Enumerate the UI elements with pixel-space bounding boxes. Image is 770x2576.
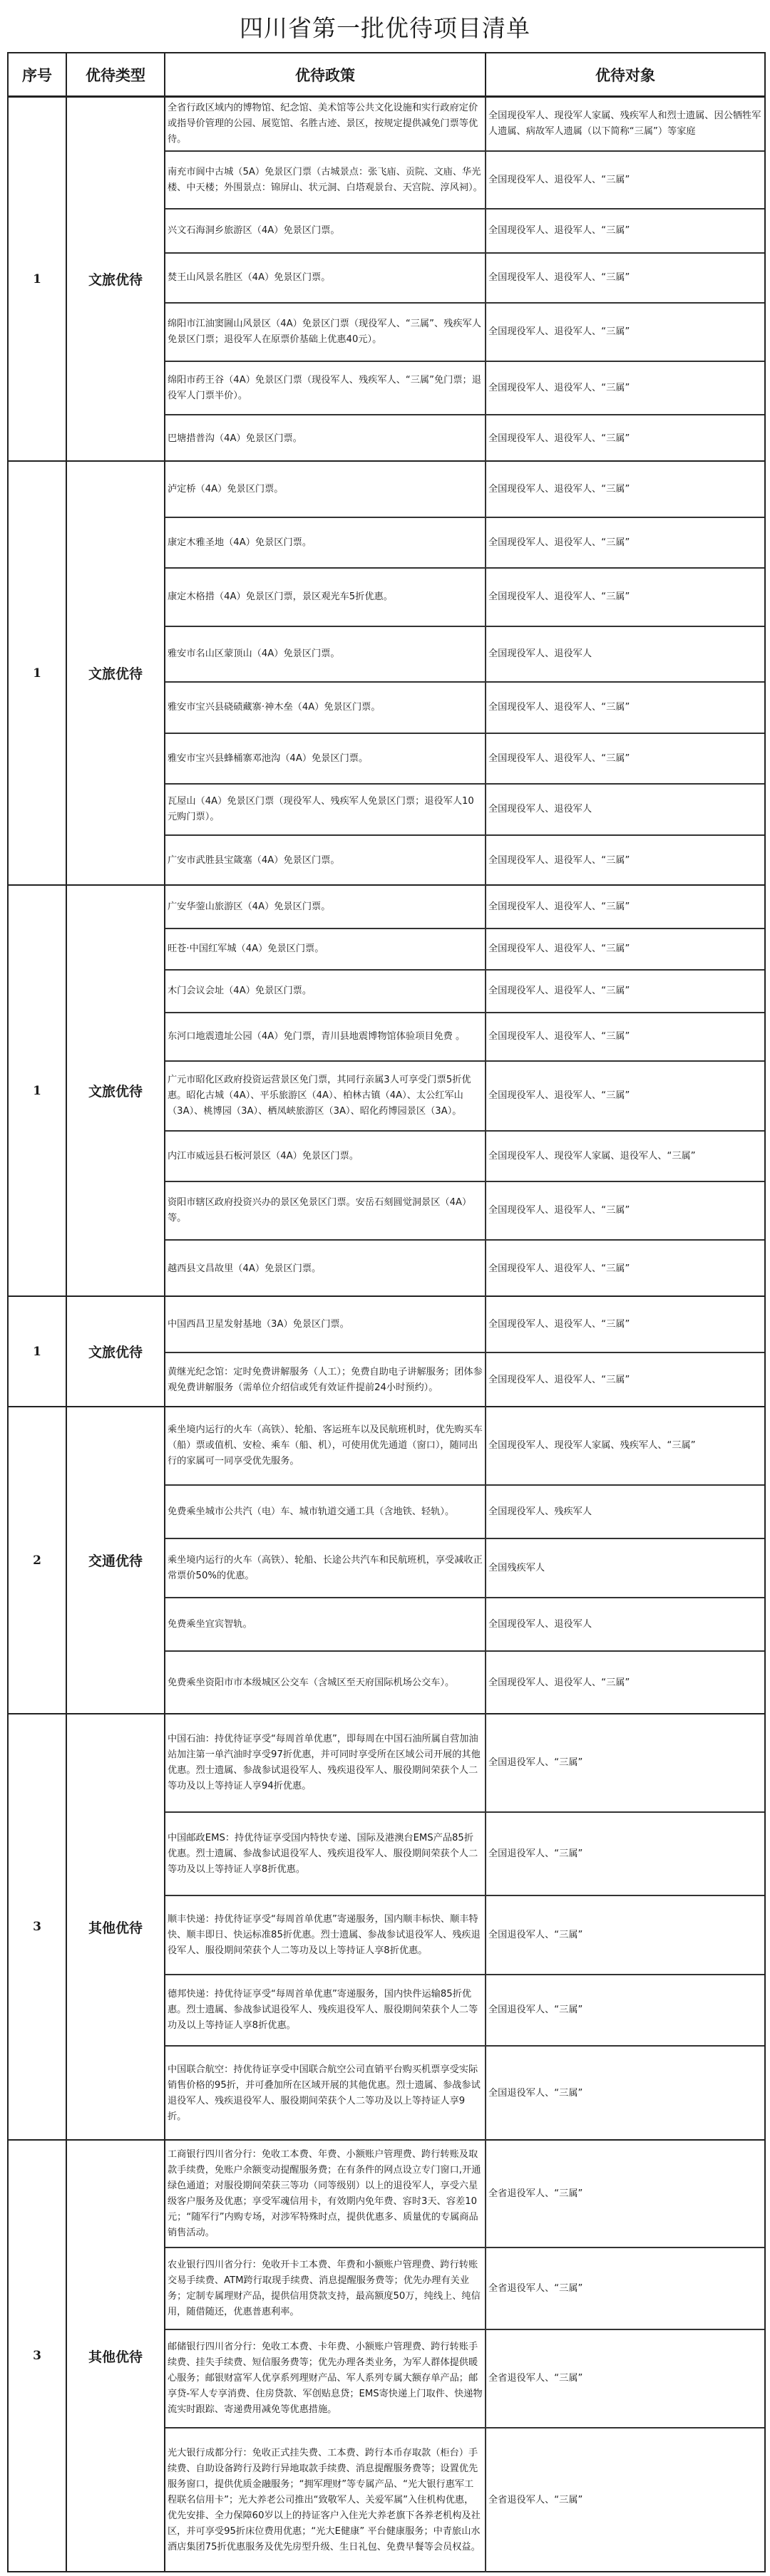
category-block — [7, 1714, 766, 2141]
page-title: 四川省第一批优待项目清单 — [240, 14, 530, 42]
policy-text: 免费乘坐资阳市市本级城区公交车（含城区至天府国际机场公交车）。 — [168, 1677, 455, 1688]
target-cell — [486, 1062, 764, 1130]
policy-text: 德邦快递：持优待证享受“每周首单优惠”寄递服务，国内快件运输85折优惠。烈士遗属、参战参试退役军人、残疾退役军人、服役期间荣获个人二等功及以上等持证人享8折优惠。 — [168, 1989, 478, 2031]
target-cell — [486, 1013, 764, 1060]
policy-cell — [165, 98, 486, 150]
policy-cell — [165, 785, 486, 834]
table-row — [165, 627, 764, 683]
policy-cell — [165, 683, 486, 733]
policy-cell — [165, 1975, 486, 2045]
target-cell — [486, 2047, 764, 2141]
target-cell — [486, 1353, 764, 1407]
target-cell — [486, 362, 764, 414]
category-type: 文旅优待 — [67, 98, 165, 460]
target-cell — [486, 415, 764, 462]
category-type: 文旅优待 — [67, 1297, 165, 1406]
policy-cell — [165, 569, 486, 626]
target-text: 全省退役军人、“三属” — [488, 2282, 583, 2294]
category-type: 其他优待 — [67, 2141, 165, 2571]
policy-text: 乘坐境内运行的火车（高铁）、轮船、长途公共汽车和民航班机，享受减收正常票价50%的优惠。 — [168, 1554, 483, 1581]
target-cell — [486, 1297, 764, 1352]
table-row — [165, 254, 764, 304]
target-text: 全国现役军人、退役军人、“三属” — [488, 1031, 630, 1042]
category-block — [7, 1297, 766, 1407]
policy-text: 康定木雅圣地（4A）免景区门票。 — [168, 537, 312, 548]
target-text: 全国现役军人、退役军人、“三属” — [488, 1205, 630, 1216]
policy-text: 中国联合航空：持优待证享受中国联合航空公司直销平台购买机票享受实际销售价格的95折，并可叠加所在区域开展的其他优惠。烈士遗属、参战参试退役军人、残疾退役军人、服役期间荣获个人二等功及以上等持证人享9折。 — [168, 2064, 481, 2122]
target-cell — [486, 886, 764, 928]
policy-cell — [165, 415, 486, 462]
policy-text: 康定木格措（4A）免景区门票，景区观光车5折优惠。 — [168, 591, 393, 602]
target-cell — [486, 1182, 764, 1239]
target-cell — [486, 2248, 764, 2329]
target-cell — [486, 1896, 764, 1974]
policy-text: 木门会议会址（4A）免景区门票。 — [168, 986, 312, 996]
policy-text: 中国石油：持优待证享受“每周首单优惠”，即每周在中国石油所属自营加油站加注第一单汽油时享受97折优惠，并可同时享受所在区域公司开展的其他优惠。烈士遗属、参战参试退役军人、残疾退役军人、服役期间荣获个人二等功及以上等持证人享94折优惠。 — [168, 1734, 481, 1791]
table-row — [165, 1975, 764, 2047]
target-text: 全国现役军人、退役军人、“三属” — [488, 702, 630, 713]
table-row — [165, 1813, 764, 1896]
table-row — [165, 1407, 764, 1486]
table-row — [165, 836, 764, 886]
policy-cell — [165, 886, 486, 928]
header-target: 优待对象 — [595, 66, 655, 84]
target-cell — [486, 1539, 764, 1597]
target-text: 全省退役军人、“三属” — [488, 2495, 583, 2505]
target-cell — [486, 836, 764, 886]
target-cell — [486, 462, 764, 517]
target-cell — [486, 734, 764, 783]
policy-cell — [165, 362, 486, 414]
table-row — [165, 462, 764, 518]
policy-cell — [165, 304, 486, 361]
table-row — [165, 362, 764, 415]
target-text: 全国现役军人、退役军人 — [488, 804, 592, 814]
target-text: 全国现役军人、退役军人、“三属” — [488, 943, 630, 954]
header-no: 序号 — [9, 53, 67, 95]
policy-cell — [165, 1539, 486, 1597]
policy-text: 巴塘措普沟（4A）免景区门票。 — [168, 433, 302, 444]
policy-cell — [165, 2330, 486, 2427]
category-number: 3 — [9, 1714, 67, 2139]
target-text: 全国现役军人、退役军人、“三属” — [488, 225, 630, 236]
target-text: 全国现役军人、退役军人 — [488, 1618, 592, 1630]
table-row — [165, 2330, 764, 2428]
category-block — [7, 1407, 766, 1714]
table-row — [165, 152, 764, 210]
table-row — [165, 1598, 764, 1652]
policy-text: 焚王山风景名胜区（4A）免景区门票。 — [168, 272, 331, 283]
target-text: 全省退役军人、“三属” — [488, 2373, 583, 2384]
table-row — [165, 210, 764, 254]
target-text: 全国现役军人、退役军人、“三属” — [488, 752, 630, 764]
target-text: 全国现役军人、退役军人、“三属” — [488, 272, 630, 283]
policy-cell — [165, 627, 486, 681]
policy-cell — [165, 1896, 486, 1974]
target-cell — [486, 254, 764, 302]
target-text: 全国现役军人、退役军人、“三属” — [488, 1318, 630, 1330]
target-text: 全国退役军人、“三属” — [488, 1929, 583, 1940]
table-row — [165, 1896, 764, 1975]
table-row — [165, 415, 764, 462]
table-row — [165, 2047, 764, 2141]
target-text: 全国现役军人、现役军人家属、残疾军人和烈士遗属、因公牺牲军人遗属、病故军人遗属（以下简称“三属”）等家庭 — [488, 110, 761, 137]
target-text: 全国现役军人、退役军人、“三属” — [488, 537, 630, 548]
table-row — [165, 1714, 764, 1813]
table-row — [165, 2248, 764, 2330]
policy-text: 东河口地震遗址公园（4A）免门票，青川县地震博物馆体验项目免费 。 — [168, 1031, 466, 1042]
category-number: 1 — [9, 1297, 67, 1406]
policy-text: 农业银行四川省分行：免收开卡工本费、年费和小额账户管理费、跨行转账交易手续费、ATM跨行取现手续费、消息提醒服务费等；优先办理有关业务；定制专属理财产品，提供信用贷款支持，最高额度50万，纯线上、纯信用，随借随还，优惠普惠利率。 — [168, 2259, 481, 2317]
target-text: 全国现役军人、退役军人、“三属” — [488, 433, 630, 444]
category-number: 1 — [9, 462, 67, 884]
policy-cell — [165, 2248, 486, 2329]
policy-cell — [165, 518, 486, 567]
target-text: 全国残疾军人 — [488, 1562, 545, 1573]
target-text: 全国现役军人、退役军人、“三属” — [488, 901, 630, 912]
policy-cell — [165, 2047, 486, 2141]
table-row — [165, 1241, 764, 1297]
policy-text: 南充市阆中古城（5A）免景区门票（古城景点：张飞庙、贡院、文庙、华光楼、中天楼；外围景点：锦屏山、状元洞、白塔观景台、天宫院、淳风祠）。 — [168, 166, 483, 193]
category-block — [7, 886, 766, 1297]
target-cell — [486, 1407, 764, 1484]
policy-cell — [165, 2141, 486, 2247]
policy-text: 广元市昭化区政府投资运营景区免门票，其同行亲属3人可享受门票5折优惠。昭化古城（4A）、平乐旅游区（4A）、柏林古镇（4A）、太公红军山（3A）、桃博园（3A）、栖凤峡旅游区（3A）、昭化药博园景区（3A）。 — [168, 1075, 471, 1117]
target-text: 全国现役军人、退役军人、“三属” — [488, 986, 630, 996]
target-text: 全国现役军人、退役军人、“三属” — [488, 1375, 630, 1385]
target-text: 全国现役军人、退役军人、“三属” — [488, 591, 630, 602]
target-text: 全国现役军人、退役军人、“三属” — [488, 1677, 630, 1688]
table-row — [165, 2141, 764, 2248]
policy-cell — [165, 210, 486, 252]
target-text: 全国退役军人、“三属” — [488, 1757, 583, 1768]
target-cell — [486, 2141, 764, 2247]
table-row — [165, 304, 764, 362]
policy-cell — [165, 152, 486, 208]
target-text: 全国现役军人、残疾军人 — [488, 1506, 592, 1517]
policy-text: 广安市武胜县宝箴塞（4A）免景区门票。 — [168, 855, 340, 866]
policy-cell — [165, 1813, 486, 1895]
target-text: 全国退役军人、“三属” — [488, 2088, 583, 2099]
target-text: 全国现役军人、退役军人、“三属” — [488, 1090, 630, 1101]
target-cell — [486, 2330, 764, 2427]
policy-text: 黄继光纪念馆：定时免费讲解服务（人工）；免费自助电子讲解服务；团体参观免费讲解服务（需单位介绍信或凭有效证件提前24小时预约）。 — [168, 1367, 483, 1393]
policy-cell — [165, 1132, 486, 1181]
table-row — [165, 1132, 764, 1182]
table-row — [165, 2428, 764, 2572]
category-block — [7, 2141, 766, 2572]
policy-cell — [165, 1714, 486, 1811]
table-row — [165, 1486, 764, 1539]
target-cell — [486, 304, 764, 361]
policy-cell — [165, 1598, 486, 1650]
policy-text: 工商银行四川省分行：免收工本费、年费、小额账户管理费、跨行转账及取款手续费，免账户余额变动提醒服务费；在有条件的网点设立专门窗口,开通绿色通道；对服役期间荣获三等功（同等级别）以上的退役军人，享受六星级客户服务及优惠；享受军魂信用卡，有效期内免年费、容时3天、容差10元；“随军行”内购专场，对涉军特殊时点，提供优惠多、质量优的专属商品销售活动。 — [168, 2148, 481, 2238]
target-cell — [486, 627, 764, 681]
policy-cell — [165, 1407, 486, 1484]
policy-text: 光大银行成都分行：免收正式挂失费、工本费、跨行本币存取款（柜台）手续费、自助设备跨行及跨行异地取款手续费、消息提醒服务费等；设置优先服务窗口，提供优质金融服务；“拥军理财”等专属产品、“光大银行惠军工程联名信用卡”；光大养老公司推出“致敬军人、关爱军属”入住机构优惠，优先安排、全力保障60岁以上的持证客户入住光大养老旗下各养老机构及社区，并可享受95折床位费用优惠；“光大E健康” 平台健康服务；中青旅山水酒店集团75折优惠服务及优先房型升级、生日礼包、免费早餐等会员权益。 — [168, 2448, 481, 2552]
policy-text: 雅安市名山区蒙顶山（4A）免景区门票。 — [168, 648, 340, 659]
policy-text: 绵阳市药王谷（4A）免景区门票（现役军人、残疾军人、“三属”免门票；退役军人门票半价）。 — [168, 374, 481, 401]
target-cell — [486, 683, 764, 733]
policy-cell — [165, 1241, 486, 1297]
target-cell — [486, 2428, 764, 2572]
target-text: 全国现役军人、退役军人、“三属” — [488, 1263, 630, 1274]
target-cell — [486, 210, 764, 252]
header-policy: 优待政策 — [165, 53, 486, 95]
target-text: 全国退役军人、“三属” — [488, 1848, 583, 1859]
policy-cell — [165, 971, 486, 1012]
category-block — [7, 98, 766, 462]
policy-cell — [165, 1486, 486, 1538]
policy-cell — [165, 1182, 486, 1239]
policy-cell — [165, 2428, 486, 2572]
target-cell — [486, 1975, 764, 2045]
category-number: 3 — [9, 2141, 67, 2571]
table-row — [165, 1652, 764, 1714]
policy-cell — [165, 462, 486, 517]
policy-text: 乘坐境内运行的火车（高铁）、轮船、客运班车以及民航班机时，优先购买车（船）票或值机、安检、乘车（船、机），可使用优先通道（窗口），随同出行的家属可一同享受优先服务。 — [168, 1424, 483, 1467]
policy-text: 邮储银行四川省分行：免收工本费、卡年费、小额账户管理费、跨行转账手续费、挂失手续费、短信服务费等；优先办理各类业务，为军人群体提供暖心服务；邮银财富军人优享系列理财产品、军人系列专属大额存单产品；邮享贷-军人专享消费、住房贷款、军创贴息贷；EMS寄快递上门取件、快递物流实时跟踪、寄递费用减免等优惠措施。 — [168, 2342, 483, 2415]
target-cell — [486, 569, 764, 626]
policy-text: 内江市威远县石板河景区（4A）免景区门票。 — [168, 1150, 359, 1162]
table-row — [165, 1297, 764, 1353]
target-text: 全国现役军人、退役军人、“三属” — [488, 174, 630, 185]
category-number: 1 — [9, 886, 67, 1295]
target-text: 全国现役军人、退役军人、“三属” — [488, 483, 630, 495]
policy-text: 兴文石海洞乡旅游区（4A）免景区门票。 — [168, 225, 340, 236]
policy-text: 绵阳市江油窦圌山风景区（4A）免景区门票（现役军人、“三属”、残疾军人免景区门票；退役军人在原票价基础上优惠40元）。 — [168, 319, 481, 345]
target-cell — [486, 1486, 764, 1538]
table-row — [165, 1353, 764, 1407]
target-cell — [486, 929, 764, 969]
policy-cell — [165, 1013, 486, 1060]
target-cell — [486, 1241, 764, 1297]
policy-text: 瓦屋山（4A）免景区门票（现役军人、残疾军人免景区门票；退役军人10元购门票）。 — [168, 796, 474, 822]
policy-cell — [165, 1297, 486, 1352]
policy-cell — [165, 929, 486, 969]
target-cell — [486, 1132, 764, 1181]
target-text: 全国退役军人、“三属” — [488, 2005, 583, 2015]
target-cell — [486, 152, 764, 208]
target-cell — [486, 518, 764, 567]
category-type: 文旅优待 — [67, 886, 165, 1295]
table-row — [165, 734, 764, 785]
table-row — [165, 683, 764, 734]
policy-text: 免费乘坐城市公共汽（电）车、城市轨道交通工具（含地铁、轻轨）。 — [168, 1506, 455, 1517]
target-text: 全国现役军人、退役军人、“三属” — [488, 855, 630, 866]
table-header — [7, 52, 766, 98]
policy-text: 免费乘坐宜宾智轨。 — [168, 1618, 252, 1630]
category-type: 交通优待 — [67, 1407, 165, 1713]
target-text: 全国现役军人、现役军人家属、残疾军人、“三属” — [488, 1440, 696, 1451]
policy-text: 雅安市宝兴县硗碛藏寨·神木垒（4A）免景区门票。 — [168, 702, 381, 713]
table-row — [165, 1062, 764, 1132]
target-cell — [486, 1598, 764, 1650]
policy-text: 全省行政区域内的博物馆、纪念馆、美术馆等公共文化设施和实行政府定价或指导价管理的公园、展览馆、名胜古迹、景区，按规定提供减免门票等优待。 — [168, 103, 478, 145]
policy-cell — [165, 1353, 486, 1407]
table-row — [165, 569, 764, 627]
target-cell — [486, 971, 764, 1012]
target-text: 全国现役军人、现役军人家属、退役军人、“三属” — [488, 1150, 696, 1162]
target-text: 全国现役军人、退役军人、“三属” — [488, 326, 630, 337]
table-row — [165, 971, 764, 1013]
target-cell — [486, 98, 764, 150]
table-row — [165, 886, 764, 929]
policy-text: 旺苍·中国红军城（4A）免景区门票。 — [168, 943, 324, 954]
policy-text: 广安华蓥山旅游区（4A）免景区门票。 — [168, 901, 331, 912]
table-row — [165, 98, 764, 152]
policy-cell — [165, 734, 486, 783]
table-row — [165, 1539, 764, 1598]
header-type: 优待类型 — [67, 53, 165, 95]
policy-cell — [165, 254, 486, 302]
target-cell — [486, 1813, 764, 1895]
policy-text: 资阳市辖区政府投资兴办的景区免景区门票。安岳石刻圆觉洞景区（4A）等。 — [168, 1197, 472, 1224]
category-block — [7, 462, 766, 886]
policy-cell — [165, 836, 486, 886]
category-type: 文旅优待 — [67, 462, 165, 884]
table-row — [165, 518, 764, 569]
policy-text: 中国西昌卫星发射基地（3A）免景区门票。 — [168, 1318, 349, 1330]
target-cell — [486, 785, 764, 834]
policy-text: 越西县文昌故里（4A）免景区门票。 — [168, 1263, 322, 1274]
category-number: 1 — [9, 98, 67, 460]
target-text: 全国现役军人、退役军人、“三属” — [488, 382, 630, 393]
policy-text: 顺丰快递：持优待证享受“每周首单优惠”寄递服务，国内顺丰标快、顺丰特快、顺丰即日、快运标准85折优惠。烈士遗属、参战参试退役军人、残疾退役军人、服役期间荣获个人二等功及以上等持证人享8折优惠。 — [168, 1913, 481, 1956]
policy-text: 泸定桥（4A）免景区门票。 — [168, 483, 284, 495]
category-type: 其他优待 — [67, 1714, 165, 2139]
target-cell — [486, 1652, 764, 1714]
table-row — [165, 785, 764, 836]
category-number: 2 — [9, 1407, 67, 1713]
table-row — [165, 1013, 764, 1062]
policy-text: 雅安市宝兴县蜂桶寨邓池沟（4A）免景区门票。 — [168, 752, 369, 764]
target-cell — [486, 1714, 764, 1811]
target-text: 全国现役军人、退役军人 — [488, 648, 592, 659]
table-row — [165, 1182, 764, 1241]
policy-text: 中国邮政EMS：持优待证享受国内特快专递、国际及港澳台EMS产品85折优惠。烈士遗属、参战参试退役军人、残疾退役军人、服役期间荣获个人二等功及以上等持证人享8折优惠。 — [168, 1832, 478, 1875]
target-text: 全省退役军人、“三属” — [488, 2188, 583, 2199]
policy-cell — [165, 1062, 486, 1130]
table-row — [165, 929, 764, 971]
policy-cell — [165, 1652, 486, 1714]
